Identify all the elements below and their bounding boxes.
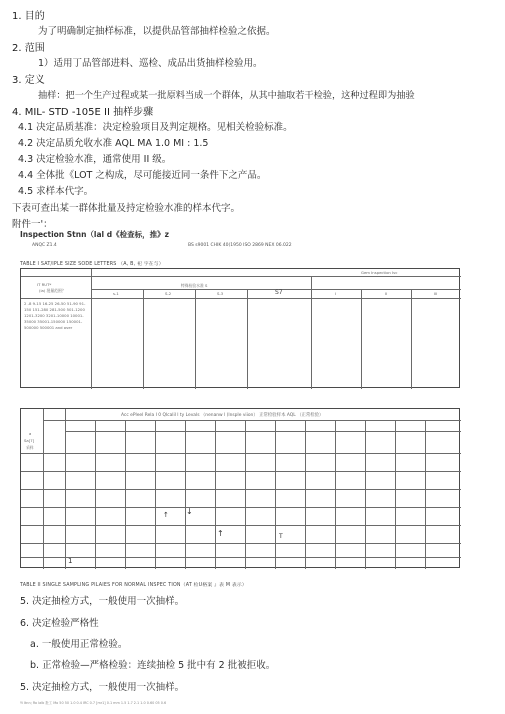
item-6-strictness: 6. 决定检验严格性: [20, 618, 99, 629]
table-1-col-level-1: I: [335, 291, 337, 296]
item-5-sampling: 5. 决定抽检方式，一般使用一次抽样。: [20, 596, 185, 607]
table-2-letter-head: a: [29, 431, 32, 436]
table-1-special-head: 特殊检验水准 S: [181, 283, 208, 288]
section-4-title: 4. MIL- STD -105E II 抽样步骤: [12, 107, 154, 118]
table-2-sampling-head: 采样: [26, 445, 34, 450]
arrow-down-icon: ↓: [186, 507, 193, 516]
footer-table-row: Yi Itnn; Ro lalb 批工 Mo 50 50 1.0 0.4 IRC 0.7 [mr1] 0.1 mm 1.5 1.7 2.1 1.0 0.60 05 0.6: [20, 701, 167, 705]
item-6a: a. 一般使用正常检验。: [30, 639, 128, 650]
item-4-2: 4.2 决定品质允收水准 AQL MA 1.0 MI : 1.5: [18, 138, 209, 149]
item-5-repeat: 5. 决定抽检方式，一般使用一次抽样。: [20, 682, 185, 693]
table-1-col-level-2: II: [385, 291, 388, 296]
marker-icon: 1: [68, 557, 73, 565]
item-4-4: 4.4 全体批《LOT 之构成，尽可能接近同一条件下之产品。: [18, 170, 267, 181]
section-3-title: 3. 定义: [12, 75, 45, 86]
table-2-title: Acc ePleel Rela I 0 Qlcalil l ty Levals （nenanw l (lnspIe viion） 正常检验样本 AQL （正常检验）: [121, 413, 324, 418]
table-2-caption: TABLE II SINGLE SAMPLING PILAIES FOR NORMAL INSPEC TION（AT 检U格案 』表 M 表示）: [20, 583, 247, 588]
table-1-col-s1: s-1: [113, 291, 119, 296]
arrow-up-icon: ↑: [217, 529, 224, 538]
section-1-text: 为了明确制定抽样标准，以提供品管部抽样检验之依据。: [38, 26, 276, 37]
table-1-lot-sub: (ia) 批量范围？: [39, 288, 66, 293]
standard-ansi: ANQC Z1.4: [32, 243, 57, 248]
table-1-lot-head: IT RUT*: [37, 282, 52, 287]
table-2: [20, 408, 460, 568]
standard-equivalents: BS s9001 CHIK 40(1950 ISO 2869 NEX 06.022: [188, 243, 292, 248]
section-2-text: 1）适用丁品管部进料、巡检、成品出货抽样检验用。: [38, 58, 263, 69]
item-6b: b. 正常检验—严格检验：连续抽检 5 批中有 2 批被拒收。: [30, 660, 276, 671]
table-1-subhead: Gem Inspection Ivc: [361, 270, 398, 275]
table-1-lot-ranges: 2 -8 9-15 16-25 26-50 51-90 91-150 151-280 281-500 501-1200 1201-3200 3201-10000 10001-35000 35001-150000 150001-500000 500001 and over: [24, 301, 86, 330]
arrow-up-icon: ↑: [163, 511, 169, 519]
appendix-label: 附件一'：: [12, 219, 53, 230]
section-1-title: 1. 目的: [12, 11, 45, 22]
item-4-1: 4.1 决定品质基准：决定检验项目及判定规格。见相关检验标准。: [18, 122, 293, 133]
section-2-title: 2. 范围: [12, 43, 45, 54]
table-1-caption: TABLE I SAT/IPLE SIZE SODE LETTERS （A, B, 祀 字在与）: [20, 262, 164, 267]
table-1-col-s2: S-2: [165, 291, 172, 296]
table-1-col-s4: S7: [275, 289, 283, 296]
table-1: [20, 268, 460, 388]
marker-icon: T: [279, 533, 283, 540]
table-1-col-s3: S-3: [217, 291, 224, 296]
table-1-col-level-3: III: [434, 291, 438, 296]
section-3-text: 抽样：把一个生产过程或某一批原料当成一个群体，从其中抽取若干检验，这种过程即为抽验: [38, 90, 415, 101]
inspection-standard-title: Inspection Stnn（lal d《检查标，推》z: [20, 230, 169, 239]
item-4-3: 4.3 决定检验水准，通常使用 II 级。: [18, 154, 172, 165]
table-2-sample-head: Sa[7]: [24, 438, 35, 443]
item-4-5: 4.5 求样本代字。: [18, 186, 94, 197]
lookup-text: 下表可查出某一群体批量及持定检验水准的样本代字。: [12, 203, 241, 214]
